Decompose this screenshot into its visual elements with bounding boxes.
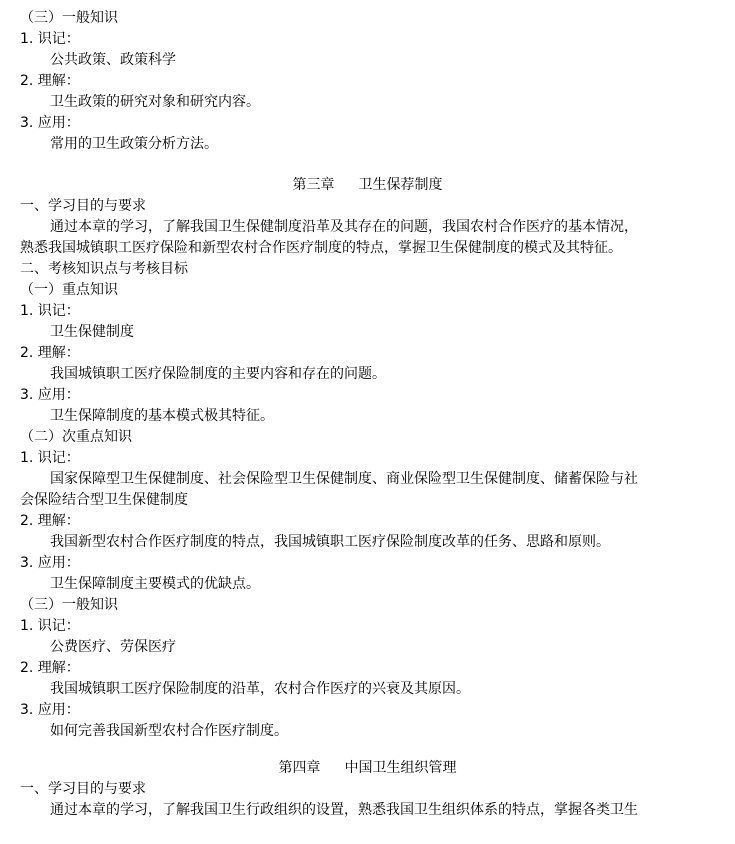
chapter4-name: 中国卫生组织管理	[344, 760, 457, 776]
chapter3-key-apply-text: 卫生保障制度的基本模式极其特征。	[50, 408, 274, 424]
chapter3-general-memorize-text: 公费医疗、劳保医疗	[50, 639, 176, 655]
item-memorize: 1. 识记：	[20, 31, 80, 47]
chapter3-general-understand-text: 我国城镇职工医疗保险制度的沿革，农村合作医疗的兴衰及其原因。	[50, 681, 470, 697]
chapter3-name: 卫生保荐制度	[358, 177, 443, 193]
chapter3-general-memorize: 1. 识记：	[20, 618, 80, 634]
chapter3-key-memorize: 1. 识记：	[20, 303, 80, 319]
chapter3-title	[0, 175, 735, 196]
chapter3-sub-understand: 2. 理解：	[20, 513, 80, 529]
chapter3-section-2: 二、考核知识点与考核目标	[20, 261, 188, 277]
item-understand: 2. 理解：	[20, 73, 80, 89]
chapter3-key-memorize-text: 卫生保健制度	[50, 324, 134, 340]
chapter4-para1-line1: 通过本章的学习，了解我国卫生行政组织的设置，熟悉我国卫生组织体系的特点，掌握各类卫生	[50, 802, 638, 818]
item-memorize-text: 公共政策、政策科学	[50, 52, 176, 68]
chapter3-sub-memorize-text-line2: 会保险结合型卫生保健制度	[20, 492, 188, 508]
chapter3-para1-line1: 通过本章的学习，了解我国卫生保健制度沿革及其存在的问题，我国农村合作医疗的基本情况，	[50, 219, 638, 235]
section-heading-general: （三）一般知识	[20, 10, 118, 26]
chapter3-general-apply: 3. 应用：	[20, 702, 80, 718]
chapter3-key-understand: 2. 理解：	[20, 345, 80, 361]
item-understand-text: 卫生政策的研究对象和研究内容。	[50, 94, 260, 110]
chapter3-sub-heading: （二）次重点知识	[20, 429, 132, 445]
chapter3-sub-apply: 3. 应用：	[20, 555, 80, 571]
chapter4-number: 第四章	[278, 760, 321, 776]
chapter3-key-understand-text: 我国城镇职工医疗保险制度的主要内容和存在的问题。	[50, 366, 386, 382]
chapter3-general-apply-text: 如何完善我国新型农村合作医疗制度。	[50, 723, 288, 739]
chapter3-key-apply: 3. 应用：	[20, 387, 80, 403]
chapter3-general-heading: （三）一般知识	[20, 597, 118, 613]
chapter4-section-1: 一、学习目的与要求	[20, 781, 146, 797]
chapter4-title	[0, 758, 735, 779]
chapter3-sub-memorize-text-line1: 国家保障型卫生保健制度、社会保险型卫生保健制度、商业保险型卫生保健制度、储蓄保险与社	[50, 471, 638, 487]
chapter3-sub-apply-text: 卫生保障制度主要模式的优缺点。	[50, 576, 260, 592]
chapter3-general-understand: 2. 理解：	[20, 660, 80, 676]
chapter3-key-heading: （一）重点知识	[20, 282, 118, 298]
item-apply: 3. 应用：	[20, 115, 80, 131]
chapter3-sub-understand-text: 我国新型农村合作医疗制度的特点，我国城镇职工医疗保险制度改革的任务、思路和原则。	[50, 534, 610, 550]
chapter3-para1-line2: 熟悉我国城镇职工医疗保险和新型农村合作医疗制度的特点，掌握卫生保健制度的模式及其特征。	[20, 240, 622, 256]
chapter3-sub-memorize: 1. 识记：	[20, 450, 80, 466]
chapter3-section-1: 一、学习目的与要求	[20, 198, 146, 214]
chapter3-number: 第三章	[292, 177, 335, 193]
item-apply-text: 常用的卫生政策分析方法。	[50, 136, 218, 152]
